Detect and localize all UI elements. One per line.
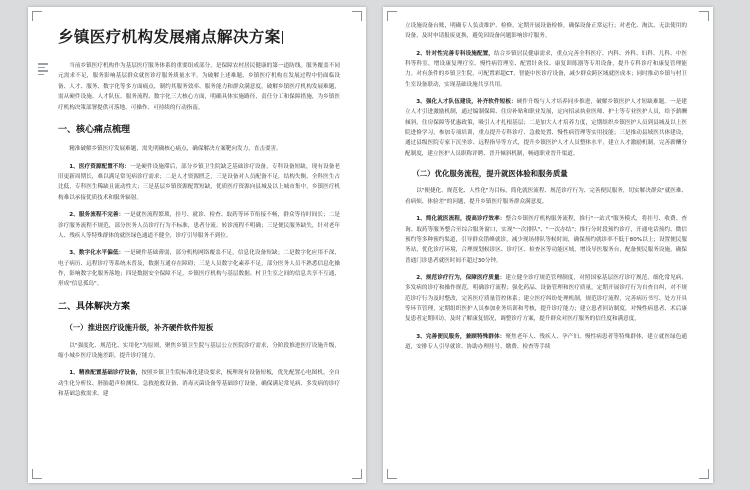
- document-page-left: [28, 7, 366, 483]
- pain-point-3-lead: 3、数字化水平偏低：: [69, 250, 125, 257]
- solution-item-1: [58, 368, 340, 399]
- paragraph-handle-icon: [38, 63, 48, 75]
- service-2-lead: 2、规范诊疗行为，保障医疗质量：: [416, 274, 506, 281]
- solution-2-lead: 2、针对性完善专科设施配置，: [416, 50, 494, 57]
- pain-point-item-3: [58, 248, 340, 289]
- section-heading-1: 一、核心痛点梳理: [58, 124, 131, 135]
- service-1-text: 整合乡镇医疗机构服务流程，推行"一站式"服务模式，将挂号、收费、查询、取药等服务整合至综合服务窗口，实现"一次排队"、"一次办结"；推行分时段预约诊疗，开通电话预约、微信预约等多种预约渠道，引导群众错峰就诊，减少现场排队等候时间，确保预约就诊率不低于80%以上；设置便民服务站，优化诊疗环境，合理规划候诊区、诊疗区、检查区等功能区域，增设导医服务台，配备便民服务设施，确保普通门诊患者就医时间不超过30分钟。: [405, 216, 687, 264]
- pain-point-item-2: [58, 210, 340, 241]
- service-item-3: [405, 332, 687, 353]
- solution-3-lead: 3、强化人才队伍建设，补齐软件短板：: [416, 99, 517, 106]
- solution-item-2: [405, 49, 687, 90]
- service-3-lead: 3、完善便民服务，兼顾特殊群体：: [416, 333, 506, 340]
- pain-point-item-1: [58, 162, 340, 203]
- solution-1-lead: 1、精准配置基础诊疗设备，: [69, 370, 142, 377]
- pain-point-1-text: 一是硬件设施滞后，部分乡镇卫生院缺乏基础诊疗设备，专科设备短缺，现有设备老旧更新周期长，难以满足常见病诊疗需求；二是人才资源匮乏，三是设备对人员配备不足，结构失衡，全科医生占比低，专科医生稀缺且流动性大；三是基层乡镇资源配置短缺，优质医疗资源向县城及以上城市集中，乡镇医疗机构难以承接优质技术和服务辐射。: [58, 163, 340, 201]
- document-page-right: [383, 7, 713, 483]
- service-3-text: 聚焦老年人、残疾人、孕产妇、慢性病患者等特殊群体，建立就医绿色通道，安排专人引导就诊、协助办理挂号、缴费、检查等手续: [405, 333, 687, 350]
- crop-mark-bottom-left-right-page: [387, 469, 397, 479]
- page-title: [58, 27, 340, 47]
- crop-mark-top-left: [32, 11, 42, 21]
- crop-mark-top-right: [352, 11, 362, 21]
- crop-mark-top-left-right-page: [387, 11, 397, 21]
- pain-point-2-text: 一是就医流程繁琐，挂号、就诊、检查、取药等环节衔接不畅，群众等待时间长；二是诊疗服务流程不规范，部分医务人员诊疗行为不标准，患者分流、转诊流程不明确；三是便民服务缺失，针对老年人、残疾人等特殊群体的就医绿色通道不健全，诊疗引导服务不到位。: [58, 212, 340, 239]
- crop-mark-bottom-right-right-page: [699, 469, 709, 479]
- solution-1-text: 按照乡镇卫生院标准化建设要求，梳理现有设备短板，优先配置心电图机、全自动生化分析仪、胚胎超声检测仪、急救抢救设备、消毒灭菌设备等基础诊疗设备，确保满足常见病、多发病的诊疗和基础急救需求。建: [58, 370, 340, 397]
- text-cursor: [282, 31, 283, 44]
- subsection-heading-2-2: （二）优化服务流程，提升就医体验和服务质量: [412, 169, 568, 179]
- pain-point-2-lead: 2、服务流程不完善：: [69, 212, 125, 219]
- solution-3-text: 硬件升级与人才培养同步推进，破解乡镇医护人才短缺难题。一是建立人才引进激励机制，通过编制保障、住房补贴和职业发展，定向招录执业医师、护士等专业医护人员，给予薪酬倾斜，住房保障等优惠政策，吸引人才扎根基层；二是加大人才培养力度，定期组织乡镇医护人员到县城及以上医院进修学习，参加专项培训，重点提升专科诊疗、急救处置、慢性病管理等实用技能；三是推动县域医共体建设，通过县级医院专家下沉坐诊、远程指导等方式，提升乡镇医护人才人员整体水平，建立人才激励机制，完善薪酬分配制度，建立医护人员职称评聘、晋升倾斜机制，畅通职业晋升渠道。: [405, 99, 687, 157]
- pain-point-3-text: 一是硬件基础薄弱，部分机构网络覆盖不足，信息化设备短缺；二是数字化应用不深，电子病历、远程诊疗等系统未普及，数据互通存在障碍；三是人员数字化素养不足，部分医务人员不熟悉信息化操作，影响数字化服务落地；四是数据安全保障不足，乡镇医疗机构与基层数据、村卫生室之间的信息共享不互通，形成"信息孤岛"。: [58, 250, 340, 288]
- service-1-lead: 1、简化就医流程，提高诊疗效率：: [416, 216, 506, 223]
- section-heading-2: 二、具体解决方案: [58, 301, 131, 312]
- intro-paragraph: 当前乡镇医疗机构作为基层医疗服务体系的重要组成部分，是保障农村居民健康的第一道防线。服务覆盖不同元需求不足，服务影响基层群众就医诊疗服务质量水平。为破解上述难题，乡镇医疗机构在发展过程中仍面临设备、人才、服务、数字化等多方面痛点，制约其服务效率、服务能力和群众满意度。破解乡镇医疗机构发展难题，需从硬件设施、人才队伍、服务流程、数字化三大核心方面，明确具体实施路径，责任分工和保障措施，为乡镇医疗机构决策部署提供可落地、可操作、可持续的行动指南。: [58, 63, 340, 111]
- crop-mark-bottom-left: [32, 469, 42, 479]
- service-item-1: [405, 214, 687, 266]
- pain-point-1-lead: 1、医疗资源配置不均：: [69, 163, 130, 170]
- solution-2-text: 结合乡镇居民健康需求，重点完善全科医疗、内科、外科、妇科、儿科、中医科等科室，增设康复理疗室、慢性病管理室、配置针灸仪、康复训练器等专用设备，提升专科诊疗和康复管理能力。对有条件的乡镇卫生院，可配置彩超CT、智能中医诊疗设备，减少群众跨区域就医成本；同时推动乡镇与村卫生室设备联动，实现基础设施共享共用。: [405, 50, 687, 88]
- section-1-lead-paragraph: 精准破解乡镇医疗发展难题，需先明确核心痛点，确保解决方案靶向发力，直击要害。: [69, 146, 282, 153]
- crop-mark-bottom-right: [352, 469, 362, 479]
- crop-mark-top-right-right-page: [699, 11, 709, 21]
- subsection-heading-2-1: （一）推进医疗设施升级，补齐硬件软件短板: [65, 323, 214, 333]
- service-2-text: 建立健全诊疗规范管理制度，对照国家基层医疗诊疗规范，细化常见病、多发病的诊疗和操作规范，明确诊疗流程；强化药品、设备管理和医疗质量，定期开展诊疗行为自查自纠，对不规范诊疗行为及时整改，完善医疗质量管控体系；建立医疗纠纷处理机制，规范诊疗流程，完善病历书写、处方开具等环节管理，定期组织医护人员参加业务培训和考核，提升诊疗能力；建立患者回访制度，对慢性病患者、术后康复患者定期回访，及时了解康复情况，调整诊疗方案，提升群众对医疗服务的信任度和满意度。: [405, 274, 687, 323]
- service-item-2: [405, 273, 687, 325]
- subsection-2-2-lead-paragraph: 以"便捷化、规范化、人性化"为目标，简化就医流程、规范诊疗行为、完善便民服务，切实解决群众"就医难、看病烦、体验差"的问题，提升乡镇医疗服务群众满意度。: [405, 188, 687, 205]
- subsection-2-1-lead-paragraph: 以"强度化、规范化、实用化"为原则，聚焦乡镇卫生院与基层公立医院诊疗需求，分阶段推进医疗设施升级，缩小城乡医疗设施差距，提升诊疗能力。: [58, 342, 340, 359]
- solution-item-3: [405, 97, 687, 159]
- continuation-paragraph: 立设施设备台账，明确专人负责维护、检修，定期开展设备检修，确保设备正常运行；对老化、淘汰、无法使用的设备，及时申请报废更换，避免因设备问题影响诊疗服务。: [405, 23, 687, 40]
- page-title-text: 乡镇医疗机构发展痛点解决方案: [58, 28, 281, 46]
